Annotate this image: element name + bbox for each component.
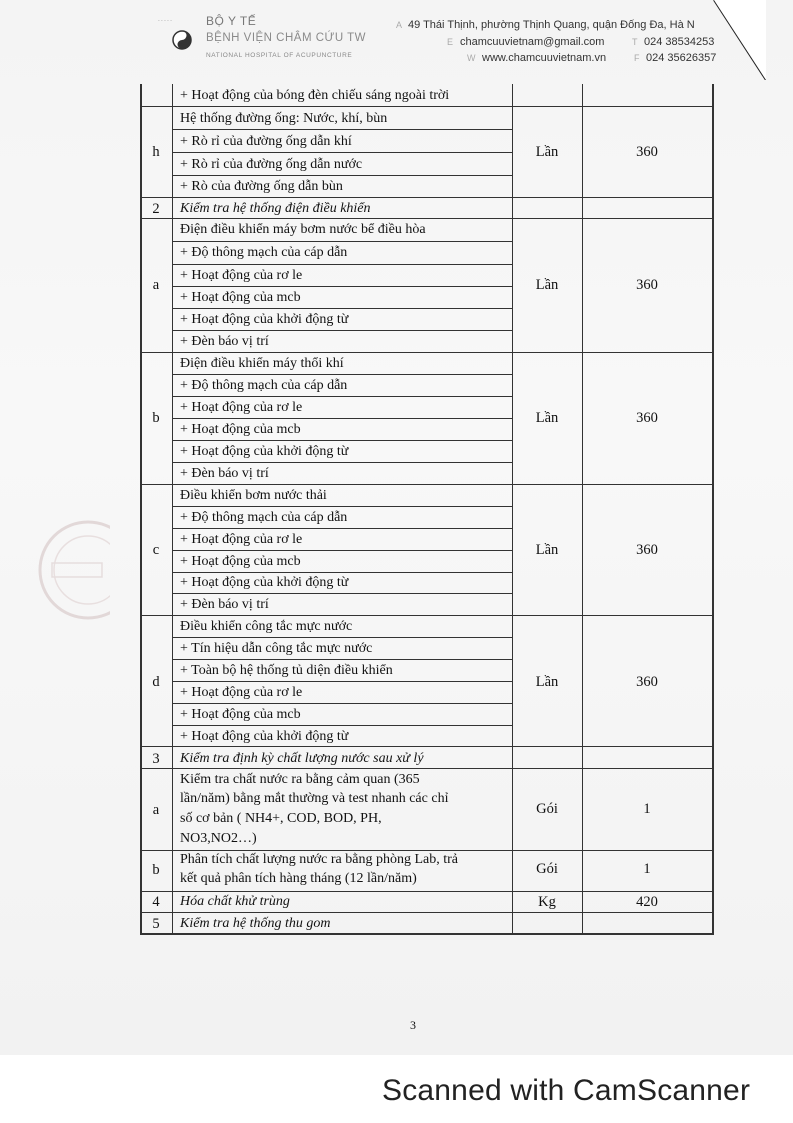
camscanner-watermark: Scanned with CamScanner: [382, 1074, 751, 1107]
subrow-border: [172, 462, 512, 463]
table-border-bottom: [140, 933, 714, 935]
row-label: b: [152, 862, 160, 878]
table-cell: + Hoạt động của mcb: [180, 290, 301, 305]
table-cell: + Hoạt động của rơ le: [180, 685, 303, 700]
section-heading: Kiểm tra hệ thống thu gom: [180, 916, 331, 931]
yin-yang-logo-icon: [172, 30, 192, 50]
subrow-border: [172, 528, 512, 529]
subrow-border: [172, 703, 512, 704]
row-border: [140, 912, 714, 913]
row-label: a: [152, 277, 160, 293]
table-cell: + Hoạt động của rơ le: [180, 532, 303, 547]
table-cell: + Hoạt động của khởi động từ: [180, 575, 349, 590]
hospital-name-en: NATIONAL HOSPITAL OF ACUPUNCTURE: [206, 52, 353, 59]
section-heading: Kiểm tra hệ thống điện điều khiển: [180, 201, 371, 216]
subrow-border: [172, 396, 512, 397]
ministry-name: BỘ Y TẾ: [206, 14, 257, 28]
row-label: 3: [152, 751, 160, 767]
row-border: [140, 615, 714, 616]
fax-text: 024 35626357: [646, 52, 717, 64]
quantity-cell: 1: [643, 801, 651, 817]
table-cell: + Hoạt động của khởi động từ: [180, 312, 349, 327]
page-number: 3: [410, 1018, 416, 1032]
row-label: 2: [152, 201, 160, 217]
table-cell: kết quả phân tích hàng tháng (12 lần/năm): [180, 871, 417, 886]
quantity-cell: 360: [636, 410, 658, 426]
tel-label: T: [632, 37, 638, 47]
logo-caption: - - - - -: [158, 18, 172, 24]
subrow-border: [172, 308, 512, 309]
table-cell: + Độ thông mạch của cáp dẫn: [180, 510, 348, 525]
unit-cell: Kg: [538, 894, 556, 910]
fax-label: F: [634, 53, 640, 63]
address-label: A: [396, 20, 403, 30]
subrow-border: [172, 152, 512, 153]
unit-cell: Lần: [535, 542, 559, 558]
table-cell: Điều khiển công tắc mực nước: [180, 619, 353, 634]
table-cell: + Tín hiệu dẫn công tắc mực nước: [180, 641, 373, 656]
quantity-cell: 360: [636, 277, 658, 293]
subrow-border: [172, 725, 512, 726]
page-corner-fold: [706, 0, 766, 80]
table-cell: + Hoạt động của mcb: [180, 707, 301, 722]
unit-cell: Lần: [535, 674, 559, 690]
row-border: [140, 891, 714, 892]
table-cell: Điện điều khiển máy bơm nước bể điều hòa: [180, 222, 426, 237]
unit-cell: Gói: [536, 861, 558, 877]
table-cell: + Đèn báo vị trí: [180, 466, 269, 481]
table-cell: Điều khiển bơm nước thải: [180, 488, 327, 503]
subrow-border: [172, 681, 512, 682]
table-cell: + Đèn báo vị trí: [180, 334, 269, 349]
subrow-border: [172, 440, 512, 441]
row-border: [140, 746, 714, 747]
row-border: [140, 106, 714, 107]
subrow-border: [172, 241, 512, 242]
table-cell: số cơ bản ( NH4+, COD, BOD, PH,: [180, 811, 382, 826]
quantity-cell: 1: [643, 861, 651, 877]
row-label: b: [152, 410, 160, 426]
subrow-border: [172, 374, 512, 375]
row-label: 5: [152, 916, 160, 932]
address-text: 49 Thái Thịnh, phường Thịnh Quang, quận Đống Đa, Hà N: [408, 19, 695, 31]
table-cell: + Hoạt động của bóng đèn chiếu sáng ngoài trời: [180, 88, 450, 103]
subrow-border: [172, 129, 512, 130]
table-cell: + Hoạt động của khởi động từ: [180, 729, 349, 744]
table-cell: + Rò rỉ của đường ống dẫn khí: [180, 134, 352, 149]
row-border: [140, 218, 714, 219]
unit-cell: Lần: [535, 277, 559, 293]
table-cell: + Hoạt động của rơ le: [180, 400, 303, 415]
subrow-border: [172, 330, 512, 331]
subrow-border: [172, 264, 512, 265]
subrow-border: [172, 175, 512, 176]
table-cell: + Hoạt động của rơ le: [180, 268, 303, 283]
table-cell: + Rò rỉ của đường ống dẫn nước: [180, 157, 363, 172]
subrow-border: [172, 659, 512, 660]
table-cell: lần/năm) bằng mắt thường và test nhanh các chỉ: [180, 791, 449, 806]
row-label: c: [152, 542, 160, 558]
website-text: www.chamcuuvietnam.vn: [482, 52, 607, 64]
faded-stamp-icon: [30, 515, 110, 625]
table-cell: + Hoạt động của mcb: [180, 554, 301, 569]
row-border: [140, 484, 714, 485]
quantity-cell: 360: [636, 542, 658, 558]
table-cell: Kiểm tra chất nước ra bằng cảm quan (365: [180, 772, 420, 787]
row-border: [140, 352, 714, 353]
unit-cell: Gói: [536, 801, 558, 817]
row-label: 4: [152, 894, 160, 910]
table-cell: + Đèn báo vị trí: [180, 597, 269, 612]
table-cell: + Toàn bộ hệ thống tủ diện điều khiển: [180, 663, 393, 678]
email-label: E: [447, 37, 454, 47]
table-cell: NO3,NO2…): [180, 831, 257, 846]
quantity-cell: 360: [636, 144, 658, 160]
subrow-border: [172, 506, 512, 507]
unit-cell: Lần: [535, 410, 559, 426]
quantity-cell: 420: [636, 894, 658, 910]
row-label: h: [152, 144, 160, 160]
subrow-border: [172, 550, 512, 551]
subrow-border: [172, 572, 512, 573]
web-label: W: [467, 53, 476, 63]
table-cell: Hệ thống đường ống: Nước, khí, bùn: [180, 111, 388, 126]
unit-cell: Lần: [535, 144, 559, 160]
email-text: chamcuuvietnam@gmail.com: [460, 36, 605, 48]
hospital-name: BỆNH VIỆN CHÂM CỨU TW: [206, 32, 367, 44]
letterhead: [0, 0, 793, 80]
table-cell: + Độ thông mạch của cáp dẫn: [180, 245, 348, 260]
row-border: [140, 197, 714, 198]
col-divider-1: [172, 84, 173, 934]
section-heading: Hóa chất khử trùng: [180, 894, 290, 909]
table-cell: + Hoạt động của mcb: [180, 422, 301, 437]
table-cell: + Rò của đường ống dẫn bùn: [180, 179, 343, 194]
table-cell: Phân tích chất lượng nước ra bằng phòng Lab, trả: [180, 852, 459, 867]
section-heading: Kiểm tra định kỳ chất lượng nước sau xử lý: [180, 751, 424, 766]
table-cell: Điện điều khiển máy thổi khí: [180, 356, 344, 371]
maintenance-table: [140, 84, 714, 934]
row-label: a: [152, 802, 160, 818]
subrow-border: [172, 637, 512, 638]
subrow-border: [172, 418, 512, 419]
row-label: d: [152, 674, 160, 690]
tel-text: 024 38534253: [644, 36, 715, 48]
subrow-border: [172, 286, 512, 287]
row-border: [140, 850, 714, 851]
row-border: [140, 768, 714, 769]
subrow-border: [172, 593, 512, 594]
table-border-right: [712, 84, 714, 934]
quantity-cell: 360: [636, 674, 658, 690]
table-cell: + Độ thông mạch của cáp dẫn: [180, 378, 348, 393]
table-cell: + Hoạt động của khởi động từ: [180, 444, 349, 459]
